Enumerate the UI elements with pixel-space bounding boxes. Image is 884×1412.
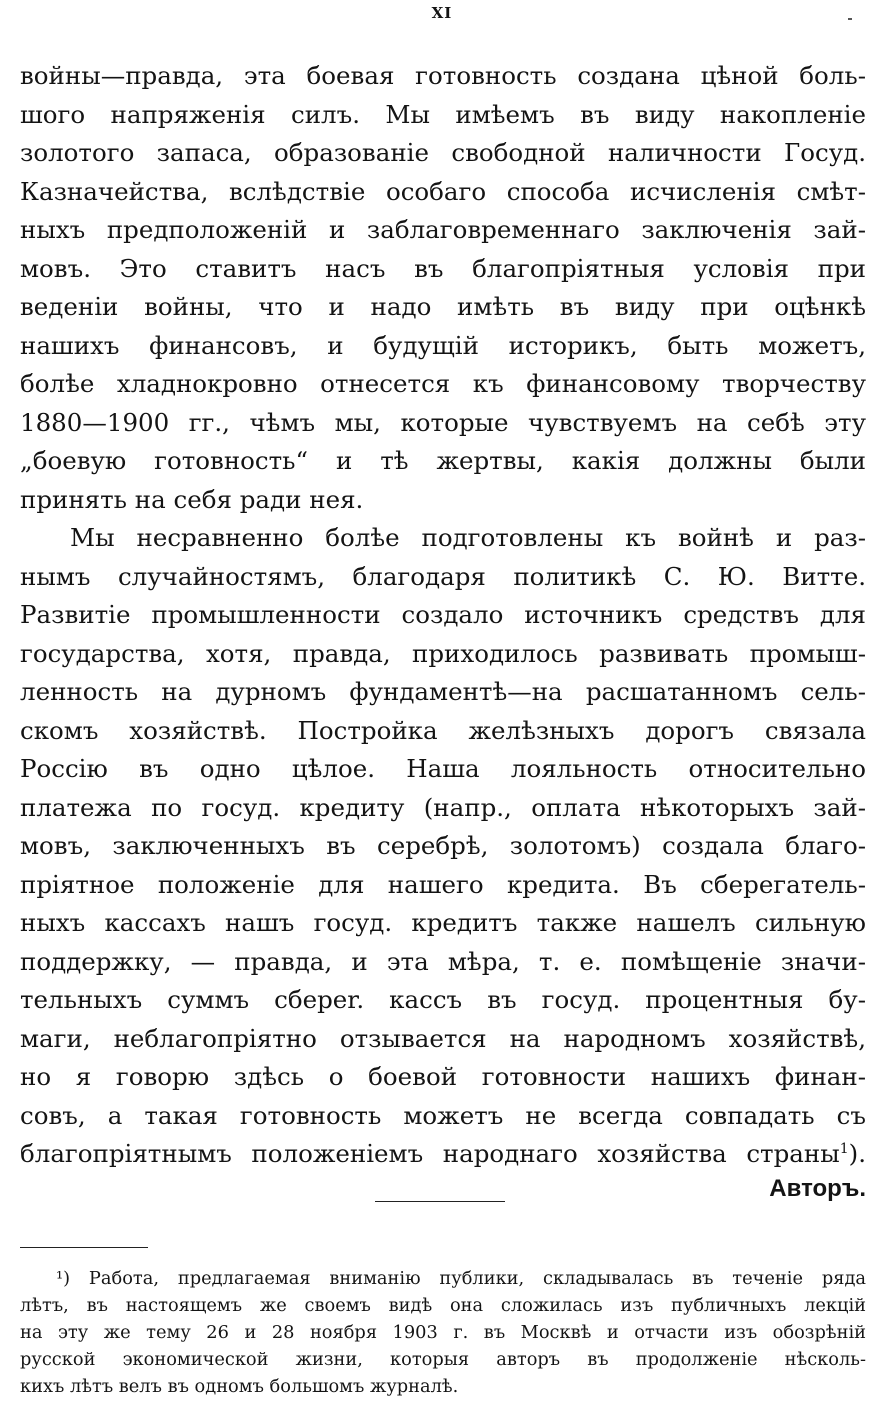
text-line: мовъ. Это ставитъ насъ въ благопріятныя условія при — [20, 253, 866, 283]
text-line: Мы несравненно болѣе подготовлены къ войнѣ и раз- — [70, 523, 866, 552]
text-line: поддержку, — правда, и эта мѣра, т. е. помѣщеніе значи- — [20, 946, 866, 976]
footnote-divider — [20, 1247, 148, 1248]
text-line: нымъ случайностямъ, благодаря политикѣ С. Ю. Витте. — [20, 561, 866, 591]
text-line: маги, неблагопріятно отзывается на народномъ хозяйствѣ, — [20, 1023, 866, 1053]
text-line: пріятное положеніе для нашего кредита. Въ сберегатель- — [20, 869, 866, 899]
closing-paren: ). — [848, 1139, 866, 1168]
text-line: совъ, а такая готовность можетъ не всегда совпадать съ — [20, 1100, 866, 1130]
text-line: платежа по госуд. кредиту (напр., оплата нѣкоторыхъ зай- — [20, 792, 866, 822]
text-line: ленность на дурномъ фундаментѣ—на расшатанномъ сель- — [20, 677, 866, 706]
text-line: Развитіе промышленности создало источникъ средствъ для — [20, 600, 866, 629]
text-line: болѣе хладнокровно отнесется къ финансовому творчеству — [20, 369, 866, 398]
text-line: „боевую готовность“ и тѣ жертвы, какія должны были — [20, 446, 866, 475]
last-text-line — [20, 1135, 866, 1174]
footnote-line: ¹) Работа, предлагаемая вниманію публики, складывалась въ теченіе ряда — [56, 1268, 866, 1289]
text-line: государства, хотя, правда, приходилось развивать промыш- — [20, 638, 866, 668]
paragraph-1 — [20, 57, 866, 519]
text-line: тельныхъ суммъ сбереr. кассъ въ госуд. процентныя бу- — [20, 985, 866, 1014]
footnote-line: кихъ лѣтъ велъ въ одномъ большомъ журналѣ. — [20, 1376, 459, 1397]
text-line: шого напряженія силъ. Мы имѣемъ въ виду накопленіе — [20, 99, 866, 129]
section-divider — [375, 1201, 505, 1202]
text-line: золотого запаса, образованіе свободной наличности Госуд. — [20, 138, 866, 167]
text-line: веденіи войны, что и надо имѣть въ виду при оцѣнкѣ — [20, 292, 866, 321]
text-line: скомъ хозяйствѣ. Постройка желѣзныхъ дорогъ связала — [20, 715, 866, 745]
text-line: ныхъ кассахъ нашъ госуд. кредитъ также нашелъ сильную — [20, 908, 866, 937]
footnote-line: на эту же тему 26 и 28 ноября 1903 г. въ Москвѣ и отчасти изъ обозрѣній — [20, 1322, 866, 1343]
footnote-line: лѣтъ, въ настоящемъ же своемъ видѣ она сложилась изъ публичныхъ лекцій — [20, 1295, 866, 1316]
footnote — [20, 1265, 866, 1400]
text-line: войны—правда, эта боевая готовность создана цѣной боль- — [20, 61, 866, 90]
text-line: ныхъ предположеній и заблаговременнаго заключенія зай- — [20, 215, 866, 244]
last-line-text: благопріятнымъ положеніемъ народнаго хозяйства страны — [20, 1139, 840, 1168]
text-line: Россію въ одно цѣлое. Наша лояльность относительно — [20, 754, 866, 783]
author-signature: Авторъ. — [769, 1175, 866, 1202]
text-line: мовъ, заключенныхъ въ серебрѣ, золотомъ) создала благо- — [20, 831, 866, 860]
text-line: нашихъ финансовъ, и будущій историкъ, быть можетъ, — [20, 330, 866, 360]
main-text — [20, 57, 866, 1174]
page-number: XI — [431, 4, 453, 22]
footnote-line: русской экономической жизни, которыя авторъ въ продолженіе нѣсколь- — [20, 1349, 866, 1370]
footnote-reference[interactable]: 1 — [839, 1141, 849, 1157]
paragraph-2 — [20, 519, 866, 1174]
text-line: Казначейства, вслѣдствіе особаго способа исчисленія смѣт- — [20, 176, 866, 206]
print-speck — [848, 18, 852, 20]
text-line: 1880—1900 гг., чѣмъ мы, которые чувствуемъ на себѣ эту — [20, 407, 866, 437]
text-line: принять на себя ради нея. — [20, 484, 364, 514]
text-line: но я говорю здѣсь о боевой готовности нашихъ финан- — [20, 1062, 866, 1091]
